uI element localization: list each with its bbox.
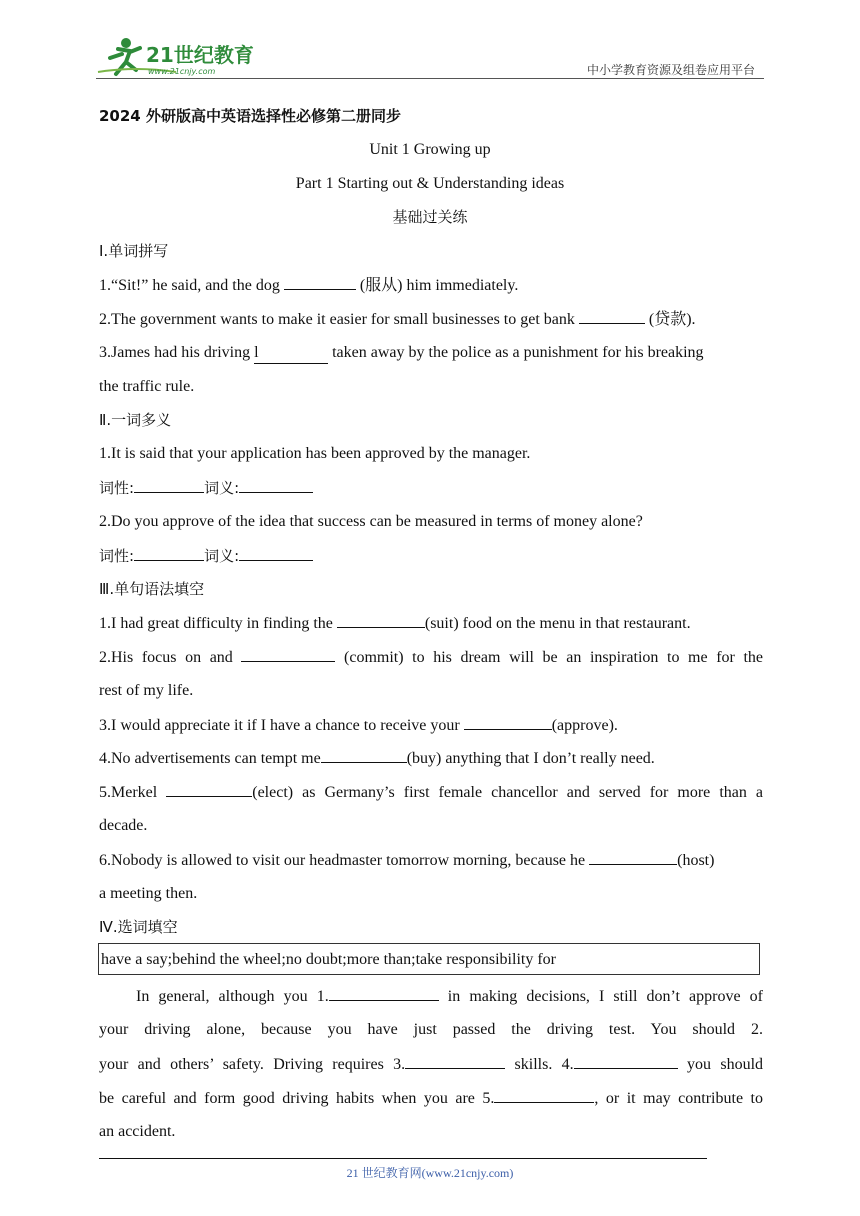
s1-q1-blank[interactable]: [284, 275, 356, 290]
word-bank-text: have a say;behind the wheel;no doubt;more than;take responsibility for: [101, 951, 556, 968]
s3-q3-text-b: (approve).: [551, 717, 618, 734]
passage-p3-c: you should: [687, 1056, 764, 1073]
unit-title: Unit 1 Growing up: [369, 141, 491, 158]
section-3-heading: Ⅲ.单句语法填空: [99, 580, 205, 598]
s3-q2-text-a: 2.His focus on and: [99, 649, 242, 666]
s3-question-3: [99, 715, 618, 736]
s3-q2-blank[interactable]: [241, 647, 335, 662]
s2-q1-meaning-blank[interactable]: [239, 478, 313, 493]
s1-q1-text-a: 1.“Sit!” he said, and the dog: [99, 277, 284, 294]
s1-question-2: [99, 309, 696, 330]
passage-p1-b: in making decisions, I still don’t approve of: [447, 988, 763, 1005]
passage-line-2: your driving alone, because you have just passed the driving test. You should 2.: [99, 1021, 763, 1038]
s3-q3-blank[interactable]: [464, 715, 552, 730]
s2-q1-answer-row: [99, 478, 313, 499]
s2-q1-pos-label: 词性:: [99, 479, 135, 497]
s3-q3-text-a: 3.I would appreciate it if I have a chance to receive your: [99, 717, 464, 734]
s3-q5-blank[interactable]: [166, 782, 252, 797]
passage-p1-a: In general, although you 1.: [136, 988, 329, 1005]
s1-question-3: [99, 343, 704, 364]
s3-q6-continuation: a meeting then.: [99, 885, 198, 902]
s2-question-2: 2.Do you approve of the idea that success can be measured in terms of money alone?: [99, 513, 643, 530]
footer-link[interactable]: 21 世纪教育网(www.21cnjy.com): [346, 1166, 514, 1180]
s2-q2-pos-blank[interactable]: [134, 546, 204, 561]
passage-line-1: [136, 986, 763, 1007]
runner-logo-icon: [96, 36, 266, 78]
s3-q2-text-b: (commit) to his dream will be an inspiration to me for the: [344, 649, 764, 666]
s2-q1-meaning-label: 词义:: [204, 479, 240, 497]
practice-title: 基础过关练: [392, 208, 468, 226]
site-logo[interactable]: [96, 36, 266, 78]
footer-divider: [99, 1158, 707, 1159]
section-4-heading: Ⅳ.选词填空: [99, 918, 178, 936]
s1-q1-text-b: (服从) him immediately.: [355, 277, 519, 294]
s2-q2-meaning-blank[interactable]: [239, 546, 313, 561]
s3-q1-text-b: (suit) food on the menu in that restaurant.: [424, 615, 691, 632]
document-title: 2024 外研版高中英语选择性必修第二册同步: [99, 107, 401, 125]
s3-q4-blank[interactable]: [321, 748, 407, 763]
passage-line-5: an accident.: [99, 1123, 176, 1140]
s1-q3-text-a: 3.James had his driving: [99, 344, 255, 361]
s3-q4-text-b: (buy) anything that I don’t really need.: [406, 750, 655, 767]
passage-p4-b: , or it may contribute to: [594, 1090, 763, 1107]
word-bank-box: [98, 943, 760, 975]
s1-q2-blank[interactable]: [579, 309, 645, 324]
header-platform-text: 中小学教育资源及组卷应用平台: [586, 63, 755, 77]
s3-q5-text-b: (elect) as Germany’s first female chancellor and served for more than a: [252, 784, 764, 801]
s3-question-4: [99, 748, 655, 769]
s3-question-1: [99, 613, 691, 634]
s2-q2-meaning-label: 词义:: [204, 547, 240, 565]
s3-q6-blank[interactable]: [589, 850, 677, 865]
passage-p4-a: be careful and form good driving habits when you are 5.: [99, 1090, 495, 1107]
passage-blank-5[interactable]: [494, 1088, 594, 1103]
part-title: Part 1 Starting out & Understanding ideas: [295, 175, 565, 192]
s1-question-1: [99, 275, 518, 296]
logo-url: www.21cnjy.com: [148, 67, 216, 76]
s2-q2-answer-row: [99, 546, 313, 567]
s3-q4-text-a: 4.No advertisements can tempt me: [99, 750, 321, 767]
s1-q3-hint: l: [254, 344, 259, 361]
s3-q2-continuation: rest of my life.: [99, 682, 194, 699]
passage-blank-1[interactable]: [329, 986, 439, 1001]
section-1-heading: Ⅰ.单词拼写: [99, 242, 169, 260]
logo-text: 21世纪教育: [146, 43, 254, 67]
s1-q2-text-a: 2.The government wants to make it easier for small businesses to get bank: [99, 311, 579, 328]
s3-q6-text-b: (host): [677, 852, 715, 869]
passage-line-4: [99, 1088, 763, 1109]
s3-q5-text-a: 5.Merkel: [99, 784, 167, 801]
passage-p3-b: skills. 4.: [514, 1056, 574, 1073]
s3-q6-text-a: 6.Nobody is allowed to visit our headmaster tomorrow morning, because he: [99, 852, 590, 869]
header-divider: [96, 78, 764, 79]
s2-q2-pos-label: 词性:: [99, 547, 135, 565]
s1-q3-blank[interactable]: [254, 343, 328, 364]
s3-question-6: [99, 850, 714, 871]
passage-line-3: [99, 1054, 763, 1075]
passage-p3-a: your and others’ safety. Driving requires 3.: [99, 1056, 406, 1073]
s2-question-1: 1.It is said that your application has been approved by the manager.: [99, 445, 531, 462]
s3-question-2: [99, 647, 763, 668]
s3-q5-continuation: decade.: [99, 817, 148, 834]
s3-q1-text-a: 1.I had great difficulty in finding the: [99, 615, 337, 632]
s1-q2-text-b: (贷款).: [644, 311, 696, 328]
s3-q1-blank[interactable]: [337, 613, 425, 628]
section-2-heading: Ⅱ.一词多义: [99, 411, 172, 429]
passage-blank-3[interactable]: [405, 1054, 505, 1069]
s3-question-5: [99, 782, 763, 803]
passage-blank-4[interactable]: [574, 1054, 678, 1069]
s1-q3-text-b: taken away by the police as a punishment for his breaking: [328, 344, 704, 361]
s1-q3-continuation: the traffic rule.: [99, 378, 195, 395]
s2-q1-pos-blank[interactable]: [134, 478, 204, 493]
